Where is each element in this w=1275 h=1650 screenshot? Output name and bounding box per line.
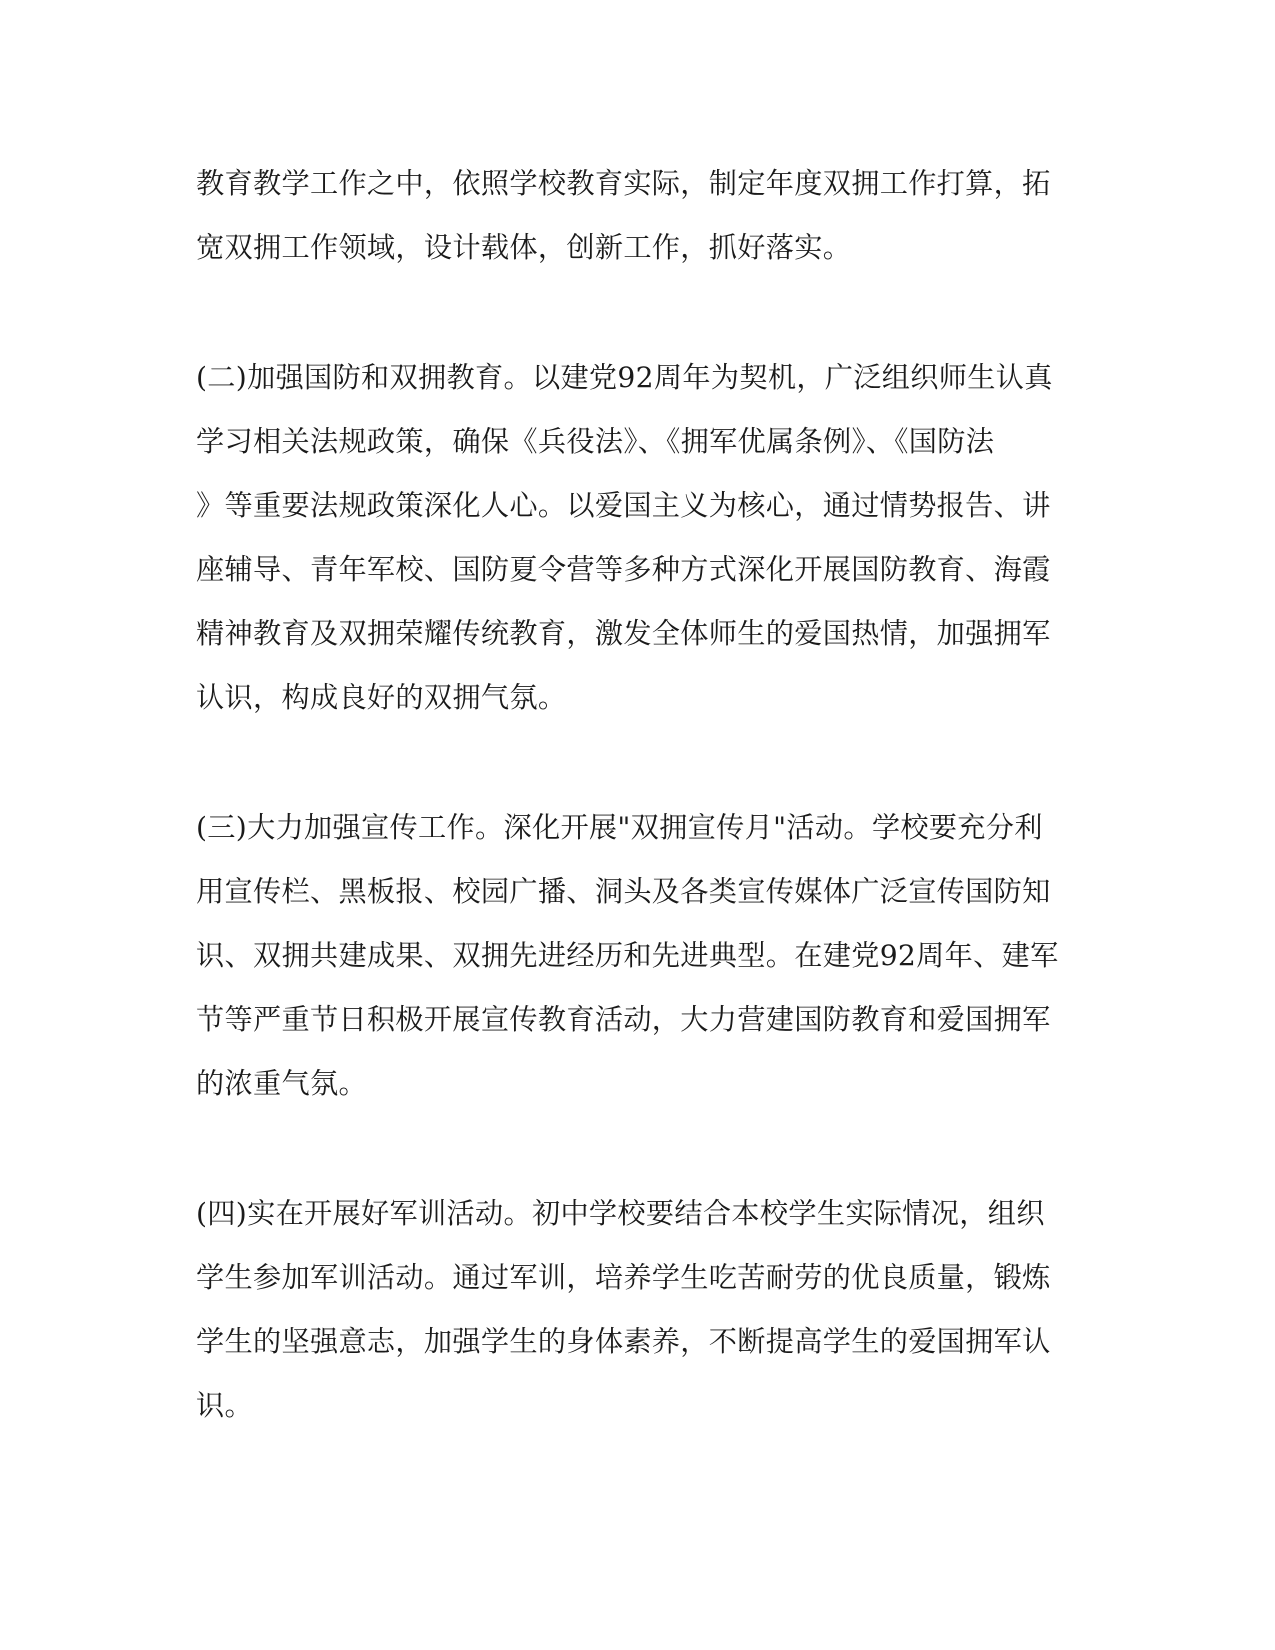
- text-line: 用宣传栏、黑板报、校园广播、洞头及各类宣传媒体广泛宣传国防知: [196, 875, 1051, 908]
- paragraph-section-3: [196, 796, 1076, 1116]
- text-line: 教育教学工作之中，依照学校教育实际，制定年度双拥工作打算，拓: [196, 167, 1051, 200]
- paragraph-intro-continued: [196, 152, 1076, 280]
- text-line: 学生的坚强意志，加强学生的身体素养，不断提高学生的爱国拥军认: [196, 1325, 1051, 1358]
- text-line: (四)实在开展好军训活动。初中学校要结合本校学生实际情况，组织: [196, 1197, 1045, 1230]
- text-line: 识、双拥共建成果、双拥先进经历和先进典型。在建党92周年、建军: [196, 939, 1059, 972]
- text-line: 的浓重气氛。: [196, 1067, 367, 1100]
- text-line: 座辅导、青年军校、国防夏令营等多种方式深化开展国防教育、海霞: [196, 553, 1051, 586]
- text-line: 宽双拥工作领域，设计载体，创新工作，抓好落实。: [196, 231, 852, 264]
- paragraph-section-4: [196, 1182, 1076, 1438]
- text-line: 精神教育及双拥荣耀传统教育，激发全体师生的爱国热情，加强拥军: [196, 617, 1051, 650]
- text-line: 节等严重节日积极开展宣传教育活动，大力营建国防教育和爱国拥军: [196, 1003, 1051, 1036]
- text-line: 学生参加军训活动。通过军训，培养学生吃苦耐劳的优良质量，锻炼: [196, 1261, 1051, 1294]
- text-line: 认识，构成良好的双拥气氛。: [196, 681, 567, 714]
- text-line: 识。: [196, 1389, 253, 1422]
- paragraph-section-2: [196, 346, 1076, 730]
- text-line: (二)加强国防和双拥教育。以建党92周年为契机，广泛组织师生认真: [196, 361, 1053, 394]
- text-line: 学习相关法规政策，确保《兵役法》、《拥军优属条例》、《国防法: [196, 425, 995, 458]
- text-line: 》等重要法规政策深化人心。以爱国主义为核心，通过情势报告、讲: [196, 489, 1051, 522]
- text-line: (三)大力加强宣传工作。深化开展"双拥宣传月"活动。学校要充分利: [196, 811, 1043, 844]
- document-body: [196, 152, 1076, 1438]
